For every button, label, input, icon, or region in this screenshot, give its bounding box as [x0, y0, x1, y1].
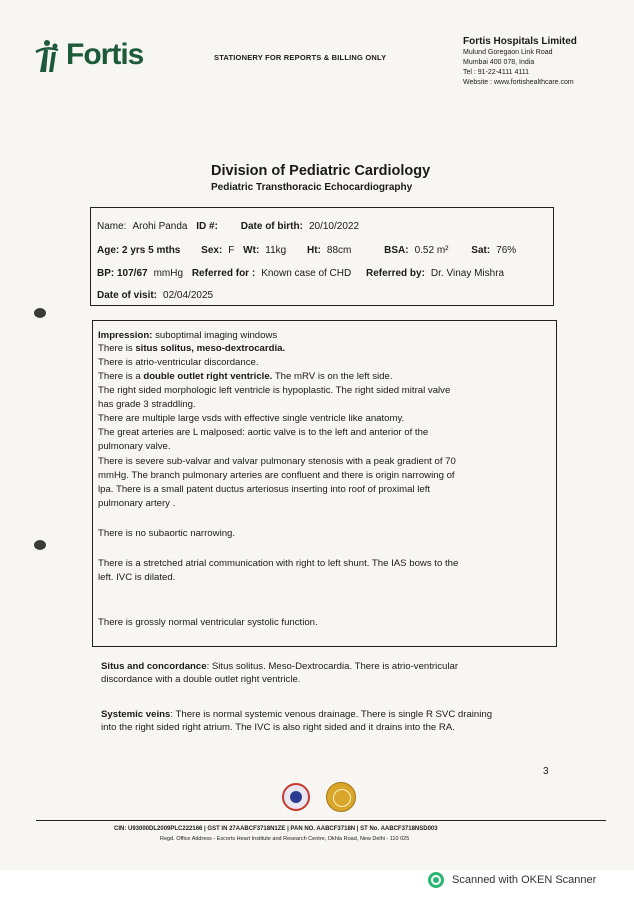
- stationery-note: STATIONERY FOR REPORTS & BILLING ONLY: [214, 53, 387, 62]
- name-label: Name:: [97, 221, 127, 232]
- report-title: Division of Pediatric Cardiology: [211, 163, 431, 179]
- ht-value: 88cm: [326, 245, 352, 256]
- gold-seal-icon: [326, 782, 356, 812]
- impression-label: Impression:: [98, 330, 153, 341]
- id-label: ID #:: [196, 221, 218, 232]
- impression-line: pulmonary artery .: [98, 498, 176, 509]
- footer-registered-office: Regd. Office Address - Escorts Heart Institute and Research Centre, Okhla Road, New Delhi - 110 025: [160, 836, 410, 842]
- text-bold: double outlet right ventricle.: [143, 371, 273, 382]
- text: : Situs solitus. Meso-Dextrocardia. There is atrio-ventricular: [206, 661, 459, 672]
- ht-label: Ht:: [307, 245, 321, 256]
- wt-label: Wt:: [243, 245, 260, 256]
- scanner-watermark: [428, 872, 596, 888]
- visit-value: 02/04/2025: [163, 290, 214, 301]
- patient-row-3: [97, 268, 510, 279]
- impression-line: has grade 3 straddling.: [98, 399, 196, 410]
- fortis-logo-mark-icon: [34, 38, 64, 72]
- scanner-text: Scanned with OKEN Scanner: [452, 874, 597, 886]
- text: : There is normal systemic venous drainage. There is single R SVC draining: [170, 709, 493, 720]
- address-line-2: Mumbai 400 078, India: [463, 59, 535, 66]
- text: The mRV is on the left side.: [272, 371, 393, 382]
- impression-line: left. IVC is dilated.: [98, 572, 176, 583]
- referred-by-label: Referred by:: [366, 268, 425, 279]
- telephone: Tel : 91-22-4111 4111: [463, 69, 530, 76]
- impression-line: There are multiple large vsds with effective single ventricle like anatomy.: [98, 413, 405, 424]
- sex-value: F: [228, 245, 235, 256]
- impression-line: mmHg. The branch pulmonary arteries are confluent and there is origin narrowing of: [98, 470, 455, 481]
- systemic-veins-section: [101, 708, 556, 734]
- impression-line: The right sided morphologic left ventricle is hypoplastic. The right sided mitral valve: [98, 385, 451, 396]
- impression-line: [98, 371, 550, 384]
- veins-label: Systemic veins: [101, 709, 171, 720]
- impression-line: There is a stretched atrial communication with right to left shunt. The IAS bows to the: [98, 558, 459, 569]
- punch-hole: [34, 308, 46, 318]
- situs-section: [101, 660, 556, 686]
- fortis-logo: [34, 38, 143, 72]
- text-bold: situs solitus, meso-dextrocardia.: [135, 343, 286, 354]
- text: There is a: [98, 371, 144, 382]
- visit-label: Date of visit:: [97, 290, 158, 301]
- hospital-address-block: [463, 36, 577, 88]
- hospital-name: Fortis Hospitals Limited: [463, 36, 577, 47]
- referred-by-value: Dr. Vinay Mishra: [430, 268, 505, 279]
- text: into the right sided right atrium. The IVC is also right sided and it drains into the RA.: [101, 722, 455, 733]
- dob-value: 20/10/2022: [308, 221, 360, 232]
- logo-text: Fortis: [66, 38, 144, 71]
- text: There is: [98, 343, 136, 354]
- punch-hole: [34, 540, 46, 550]
- impression-line: lpa. There is a small patent ductus arteriosus inserting into roof of proximal left: [98, 484, 431, 495]
- footer-divider: [36, 820, 606, 821]
- address-line-1: Mulund Goregaon Link Road: [463, 49, 553, 56]
- impression-line: [98, 330, 550, 343]
- bp-label: BP: 107/67: [97, 268, 148, 279]
- age-label: Age: 2 yrs 5 mths: [97, 245, 181, 256]
- report-subtitle: Pediatric Transthoracic Echocardiography: [211, 182, 413, 193]
- website: Website : www.fortishealthcare.com: [463, 79, 574, 86]
- patient-row-1: [97, 221, 365, 232]
- dob-label: Date of birth:: [240, 221, 303, 232]
- sex-label: Sex:: [201, 245, 223, 256]
- sat-value: 76%: [496, 245, 517, 256]
- bp-unit: mmHg: [153, 268, 184, 279]
- impression-value: suboptimal imaging windows: [155, 330, 278, 341]
- patient-name: Arohi Panda: [132, 221, 188, 232]
- impression-line: [98, 343, 550, 356]
- patient-info-box: [90, 207, 554, 306]
- page-number: 3: [543, 766, 549, 777]
- impression-line: There is grossly normal ventricular systolic function.: [98, 617, 318, 628]
- sat-label: Sat:: [471, 245, 491, 256]
- impression-line: There is severe sub-valvar and valvar pulmonary stenosis with a peak gradient of 70: [98, 456, 456, 467]
- accreditation-seal-icon: [282, 783, 310, 811]
- footer-cin: CIN: U93000DL2009PLC222166 | GST IN 27AABCF3718N1ZE | PAN NO. AABCF3718N | ST No. AABCF3718NSD003: [114, 826, 438, 832]
- referred-for-value: Known case of CHD: [261, 268, 352, 279]
- impression-line: The great arteries are L malposed: aortic valve is to the left and anterior of the: [98, 427, 429, 438]
- impression-line: There is no subaortic narrowing.: [98, 528, 236, 539]
- wt-value: 11kg: [265, 245, 287, 256]
- impression-line: pulmonary valve.: [98, 441, 171, 452]
- situs-label: Situs and concordance: [101, 661, 207, 672]
- referred-for-label: Referred for :: [191, 268, 256, 279]
- text: discordance with a double outlet right ventricle.: [101, 674, 301, 685]
- impression-line: There is atrio-ventricular discordance.: [98, 357, 259, 368]
- bsa-value: 0.52 m²: [414, 245, 449, 256]
- bsa-label: BSA:: [384, 245, 409, 256]
- patient-row-4: [97, 290, 219, 301]
- patient-row-2: [97, 245, 522, 256]
- scanner-logo-icon: [428, 872, 444, 888]
